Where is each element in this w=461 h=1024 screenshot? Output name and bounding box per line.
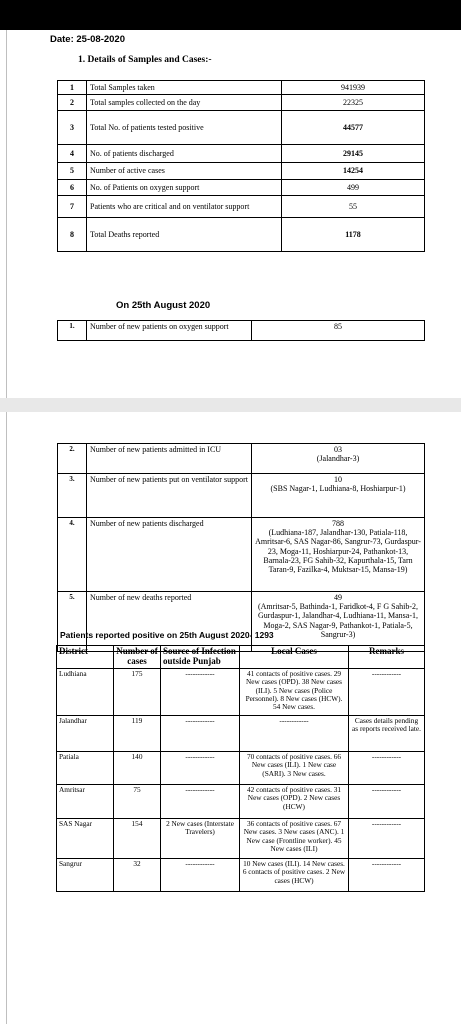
- document-page-2: [0, 412, 461, 1024]
- page-edge: [6, 412, 7, 1024]
- cell-local: 10 New cases (ILI). 14 New cases. 6 contacts of positive cases. 2 New cases (HCW): [240, 858, 349, 891]
- cell-district: SAS Nagar: [57, 818, 114, 858]
- cell-source: ------------: [161, 668, 240, 715]
- row-label: No. of Patients on oxygen support: [87, 180, 282, 196]
- row-value: 1178: [282, 218, 425, 252]
- row-value: [252, 518, 425, 592]
- row-value: 14254: [282, 163, 425, 180]
- table-row: [58, 218, 425, 252]
- row-number: 2: [58, 95, 87, 111]
- cell-district: Ludhiana: [57, 668, 114, 715]
- row-number: 2.: [58, 444, 87, 474]
- row-value: 941939: [282, 81, 425, 95]
- cell-local: 42 contacts of positive cases. 31 New cases (OPD). 2 New cases (HCW): [240, 784, 349, 818]
- cell-source: ------------: [161, 858, 240, 891]
- table-row: [58, 81, 425, 95]
- report-date: Date: 25-08-2020: [50, 34, 125, 45]
- row-number: 1: [58, 81, 87, 95]
- row-value: [252, 444, 425, 474]
- table-row: [58, 196, 425, 218]
- cell-cases: 140: [114, 751, 161, 784]
- row-value: [252, 474, 425, 518]
- row-number: 4.: [58, 518, 87, 592]
- table-row: [58, 95, 425, 111]
- cell-remarks: Cases details pending as reports received late.: [349, 715, 425, 751]
- cell-source: ------------: [161, 784, 240, 818]
- table-row: [57, 784, 425, 818]
- cell-cases: 75: [114, 784, 161, 818]
- cell-local: ------------: [240, 715, 349, 751]
- daily-table-part-2: [57, 443, 425, 652]
- row-value-detail: (Amritsar-5, Bathinda-1, Faridkot-4, F G Sahib-2, Gurdaspur-1, Jalandhar-4, Ludhiana-11, Mansa-1, Moga-2, SAS Nagar-9, Pathankot-1, Patiala-5, Sangrur-3): [257, 602, 419, 639]
- cell-cases: 175: [114, 668, 161, 715]
- section-1-title: 1. Details of Samples and Cases:-: [78, 55, 212, 65]
- cell-district: Jalandhar: [57, 715, 114, 751]
- row-label: Total Deaths reported: [87, 218, 282, 252]
- district-table: [56, 645, 425, 892]
- page-edge: [6, 30, 7, 398]
- table-row: [57, 715, 425, 751]
- header-cases: Number of cases: [114, 646, 161, 669]
- row-label: Number of new patients admitted in ICU: [87, 444, 252, 474]
- row-label: Total No. of patients tested positive: [87, 111, 282, 145]
- cell-source: 2 New cases (Interstate Travelers): [161, 818, 240, 858]
- table-row: [58, 474, 425, 518]
- cell-cases: 119: [114, 715, 161, 751]
- table-row: [57, 668, 425, 715]
- row-value-detail: (Ludhiana-187, Jalandhar-130, Patiala-118, Amritsar-6, SAS Nagar-86, Sangrur-73, Gurdaspur-23, Moga-11, Hoshiarpur-24, Pathankot-13, Barnala-23, FG Sahib-32, Kapurthala-15, Tarn Taran-9, Fazilka-4, Muktsar-15, Mansa-19): [255, 528, 421, 574]
- table-row: [58, 321, 425, 341]
- cell-remarks: ------------: [349, 751, 425, 784]
- table-row: [58, 592, 425, 652]
- row-label: Number of new patients put on ventilator support: [87, 474, 252, 518]
- cell-remarks: ------------: [349, 858, 425, 891]
- row-value: 499: [282, 180, 425, 196]
- cell-district: Sangrur: [57, 858, 114, 891]
- row-number: 7: [58, 196, 87, 218]
- summary-table: [57, 80, 425, 252]
- cell-source: ------------: [161, 715, 240, 751]
- row-number: 3: [58, 111, 87, 145]
- row-number: 4: [58, 145, 87, 163]
- header-remarks: Remarks: [349, 646, 425, 669]
- cell-local: 36 contacts of positive cases. 67 New cases. 3 New cases (ANC). 1 New case (Frontline worker). 45 New cases (ILI): [240, 818, 349, 858]
- row-value: 29145: [282, 145, 425, 163]
- row-value: 55: [282, 196, 425, 218]
- row-value-count: 10: [334, 475, 342, 484]
- cell-source: ------------: [161, 751, 240, 784]
- header-source: Source of Infection outside Punjab: [161, 646, 240, 669]
- row-label: No. of patients discharged: [87, 145, 282, 163]
- cell-cases: 32: [114, 858, 161, 891]
- row-label: Number of new patients discharged: [87, 518, 252, 592]
- row-value-count: 788: [332, 519, 344, 528]
- row-value-detail: (SBS Nagar-1, Ludhiana-8, Hoshiarpur-1): [270, 484, 406, 494]
- header-local: Local Cases: [240, 646, 349, 669]
- table-row: [58, 518, 425, 592]
- row-number: 5.: [58, 592, 87, 652]
- daily-table-part-1: [57, 320, 425, 341]
- table-row: [58, 111, 425, 145]
- cell-remarks: ------------: [349, 818, 425, 858]
- row-value-count: 49: [334, 593, 342, 602]
- cell-remarks: ------------: [349, 668, 425, 715]
- table-row: [57, 858, 425, 891]
- cell-local: 70 contacts of positive cases. 66 New cases (ILI). 1 New case (SARI). 3 New cases.: [240, 751, 349, 784]
- row-number: 1.: [58, 321, 87, 341]
- document-page-1: [0, 30, 461, 398]
- cell-local: 41 contacts of positive cases. 29 New cases (OPD). 38 New cases (ILI). 5 New cases (Police Personnel). 8 New cases (HCW). 54 New cases.: [240, 668, 349, 715]
- section-2-title: On 25th August 2020: [116, 300, 211, 311]
- cell-district: Amritsar: [57, 784, 114, 818]
- cell-remarks: ------------: [349, 784, 425, 818]
- row-label: Total Samples taken: [87, 81, 282, 95]
- row-label: Patients who are critical and on ventilator support: [87, 196, 282, 218]
- table-row: [58, 163, 425, 180]
- row-value-detail: (Jalandhar-3): [316, 454, 360, 464]
- table-row: [58, 145, 425, 163]
- row-number: 3.: [58, 474, 87, 518]
- table-row: [57, 751, 425, 784]
- row-number: 6: [58, 180, 87, 196]
- row-value-count: 03: [334, 445, 342, 454]
- row-value: 44577: [282, 111, 425, 145]
- page-gap: [0, 398, 461, 412]
- row-value: [252, 592, 425, 652]
- row-label: Number of active cases: [87, 163, 282, 180]
- row-value: 85: [252, 321, 425, 341]
- header-district: District: [57, 646, 114, 669]
- cell-district: Patiala: [57, 751, 114, 784]
- row-label: Number of new patients on oxygen support: [87, 321, 252, 341]
- table-row: [58, 180, 425, 196]
- row-value: 22325: [282, 95, 425, 111]
- table-header-row: [57, 646, 425, 669]
- row-label: Number of new deaths reported: [87, 592, 252, 652]
- section-3-title: Patients reported positive on 25th August 2020- 1293: [60, 630, 274, 640]
- top-bar: [0, 0, 461, 30]
- row-number: 8: [58, 218, 87, 252]
- cell-cases: 154: [114, 818, 161, 858]
- table-row: [58, 444, 425, 474]
- row-label: Total samples collected on the day: [87, 95, 282, 111]
- row-number: 5: [58, 163, 87, 180]
- table-row: [57, 818, 425, 858]
